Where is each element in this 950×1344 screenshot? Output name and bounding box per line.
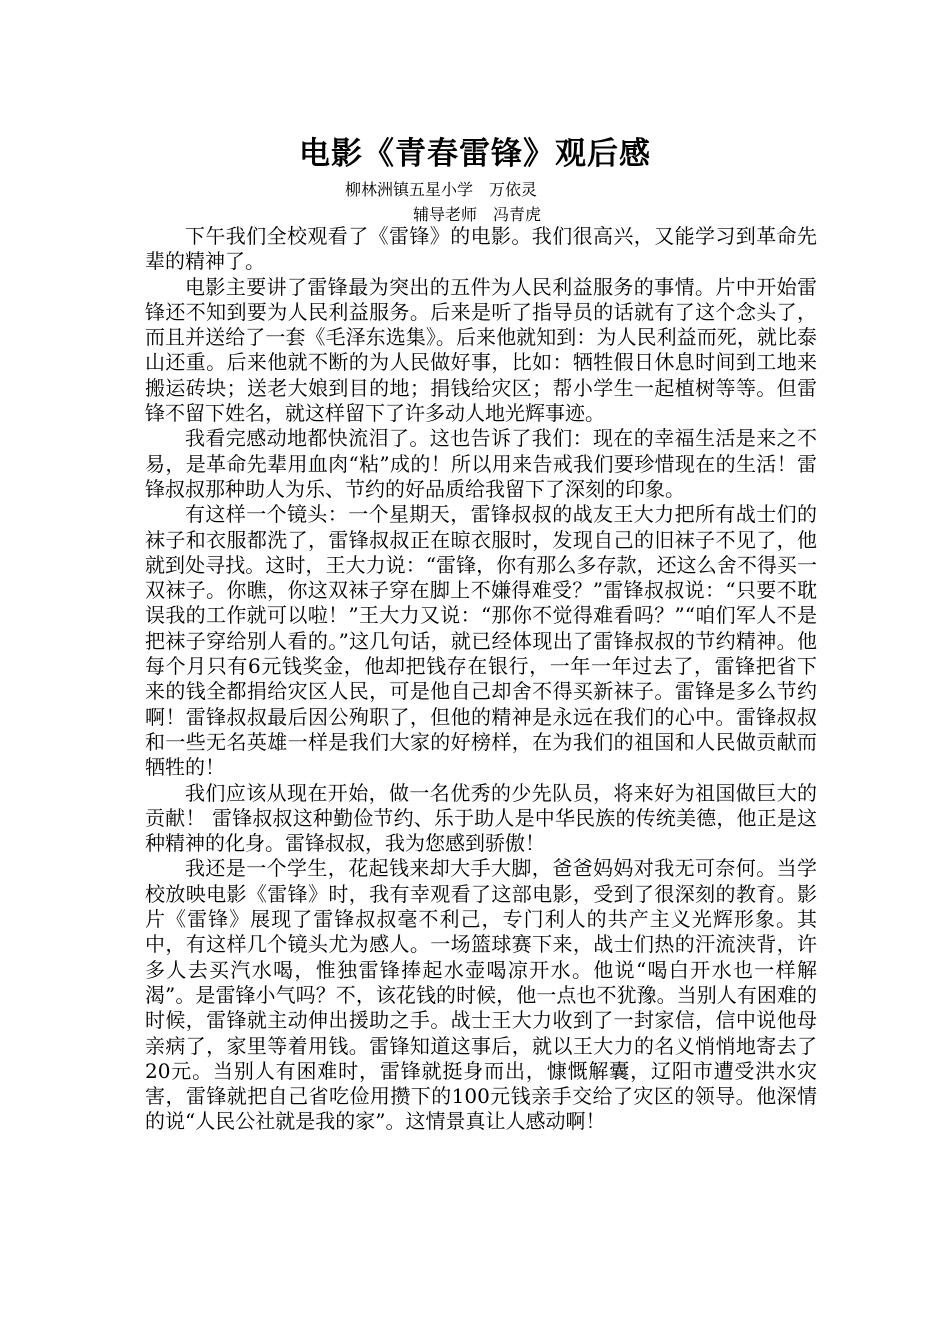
paragraph: 我还是一个学生，花起钱来却大手大脚，爸爸妈妈对我无可奈何。当学校放映电影《雷锋》时，我有幸观看了这部电影，受到了很深刻的教育。影片《雷锋》展现了雷锋叔叔毫不利己，专门利人的共产主义光辉形象。其中，有这样几个镜头尤为感人。一场篮球赛下来，战士们热的汗流浃背，许多人去买汽水喝，惟独雷锋捧起水壶喝凉开水。他说“喝白开水也一样解渴”。是雷锋小气吗？不，该花钱的时候，他一点也不犹豫。当别人有困难的时候，雷锋就主动伸出援助之手。战士王大力收到了一封家信，信中说他母亲病了，家里等着用钱。雷锋知道这事后，就以王大力的名义悄悄地寄去了20元。当别人有困难时，雷锋就挺身而出，慷慨解囊，辽阳市遭受洪水灾害，雷锋就把自己省吃俭用攒下的100元钱亲手交给了灾区的领导。他深情的说“人民公社就是我的家”。这情景真让人感动啊！ [145, 856, 817, 1134]
paragraph: 我们应该从现在开始，做一名优秀的少先队员，将来好为祖国做巨大的贡献！ 雷锋叔叔这种勤俭节约、乐于助人是中华民族的传统美德，他正是这种精神的化身。雷锋叔叔，我为您感到骄傲！ [145, 780, 817, 856]
essay-body [145, 224, 817, 1135]
paragraph: 电影主要讲了雷锋最为突出的五件为人民利益服务的事情。片中开始雷锋还不知到要为人民利益服务。后来是听了指导员的话就有了这个念头了，而且并送给了一套《毛泽东选集》。后来他就知到：为人民利益而死，就比泰山还重。后来他就不断的为人民做好事，比如：牺牲假日休息时间到工地来搬运砖块；送老大娘到目的地；捐钱给灾区；帮小学生一起植树等等。但雷锋不留下姓名，就这样留下了许多动人地光辉事迹。 [145, 274, 817, 426]
essay-title: 电影《青春雷锋》观后感 [299, 136, 651, 172]
paragraph: 有这样一个镜头：一个星期天，雷锋叔叔的战友王大力把所有战士们的袜子和衣服都洗了，雷锋叔叔正在晾衣服时，发现自己的旧袜子不见了，他就到处寻找。这时，王大力说：“雷锋，你有那么多存款，还这么舍不得买一双袜子。你瞧，你这双袜子穿在脚上不嫌得难受？”雷锋叔叔说：“只要不耽误我的工作就可以啦！”王大力又说：“那你不觉得难看吗？”“咱们军人不是把袜子穿给别人看的。”这几句话，就已经体现出了雷锋叔叔的节约精神。他每个月只有6元钱奖金，他却把钱存在银行，一年一年过去了，雷锋把省下来的钱全都捐给灾区人民，可是他自己却舍不得买新袜子。雷锋是多么节约啊！雷锋叔叔最后因公殉职了，但他的精神是永远在我们的心中。雷锋叔叔和一些无名英雄一样是我们大家的好榜样，在为我们的祖国和人民做贡献而牺牲的！ [145, 502, 817, 780]
paragraph: 下午我们全校观看了《雷锋》的电影。我们很高兴，又能学习到革命先辈的精神了。 [145, 224, 817, 274]
advisor-line: 辅导老师 冯青虎 [413, 205, 542, 224]
author-line: 柳林洲镇五星小学 万依灵 [345, 180, 538, 199]
paragraph: 我看完感动地都快流泪了。这也告诉了我们：现在的幸福生活是来之不易，是革命先辈用血肉“粘”成的！所以用来告戒我们要珍惜现在的生活！雷锋叔叔那种助人为乐、节约的好品质给我留下了深刻的印象。 [145, 426, 817, 501]
